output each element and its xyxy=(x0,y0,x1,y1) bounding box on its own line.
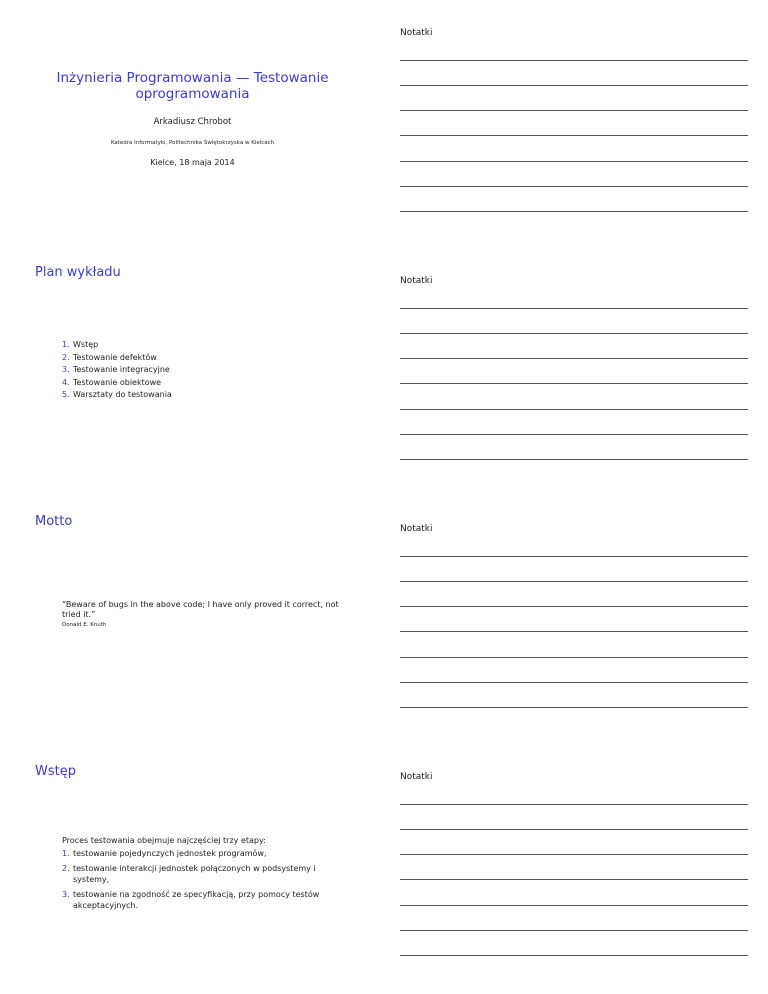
note-line xyxy=(400,631,748,632)
presentation-title: Inżynieria Programowania — Testowanie oprogramowania xyxy=(56,70,329,102)
list-item: 2. testowanie interakcji jednostek połączonych w podsystemy i systemy, xyxy=(62,863,316,884)
note-line xyxy=(400,434,748,435)
plan-list xyxy=(62,339,172,402)
list-item: 1. testowanie pojedynczych jednostek programów, xyxy=(62,849,267,858)
steps-list xyxy=(62,848,352,915)
note-line xyxy=(400,211,748,212)
list-item: 2. Testowanie defektów xyxy=(62,352,157,362)
note-line xyxy=(400,854,748,855)
list-item: 3. Testowanie integracyjne xyxy=(62,365,170,375)
note-line xyxy=(400,955,748,956)
motto-slide xyxy=(0,496,385,744)
intro-slide xyxy=(0,744,385,992)
notes-panel-1 xyxy=(400,28,750,218)
note-line xyxy=(400,581,748,582)
list-item: 5. Warsztaty do testowania xyxy=(62,390,172,400)
note-line xyxy=(400,358,748,359)
notes-heading: Notatki xyxy=(400,276,433,286)
note-line xyxy=(400,879,748,880)
presentation-date: Kielce, 18 maja 2014 xyxy=(150,158,235,167)
note-line xyxy=(400,804,748,805)
author-name: Arkadiusz Chrobot xyxy=(153,117,232,127)
note-line xyxy=(400,930,748,931)
note-line xyxy=(400,135,748,136)
list-item: 3. testowanie na zgodność ze specyfikacją, przy pomocy testów akceptacyjnych. xyxy=(62,889,320,910)
note-line xyxy=(400,905,748,906)
note-line xyxy=(400,606,748,607)
note-line xyxy=(400,60,748,61)
plan-slide xyxy=(0,248,385,496)
note-line xyxy=(400,383,748,384)
note-line xyxy=(400,682,748,683)
note-line xyxy=(400,409,748,410)
notes-panel-3 xyxy=(400,524,750,714)
motto-quote: “Beware of bugs in the above code; I have only proved it correct, not tried it.” xyxy=(62,600,339,619)
notes-heading: Notatki xyxy=(400,28,433,38)
list-item: 1. Wstęp xyxy=(62,340,99,349)
notes-heading: Notatki xyxy=(400,524,433,534)
note-line xyxy=(400,459,748,460)
note-line xyxy=(400,110,748,111)
note-line xyxy=(400,186,748,187)
notes-panel-2 xyxy=(400,276,750,466)
note-line xyxy=(400,161,748,162)
slide-title: Wstęp xyxy=(35,764,76,779)
notes-heading: Notatki xyxy=(400,772,433,782)
note-line xyxy=(400,829,748,830)
note-line xyxy=(400,85,748,86)
notes-panel-4 xyxy=(400,772,750,962)
slide-title: Plan wykładu xyxy=(35,265,121,280)
note-line xyxy=(400,333,748,334)
intro-text: Proces testowania obejmuje najczęściej trzy etapy: xyxy=(62,836,266,845)
note-line xyxy=(400,707,748,708)
note-line xyxy=(400,556,748,557)
note-line xyxy=(400,308,748,309)
slide-title: Motto xyxy=(35,514,73,529)
institution-name: Katedra Informatyki, Politechnika Świętokrzyska w Kielcach xyxy=(110,140,275,146)
note-line xyxy=(400,657,748,658)
quote-author: Donald E. Knuth xyxy=(62,622,107,628)
title-slide xyxy=(0,0,385,248)
list-item: 4. Testowanie obiektowe xyxy=(62,377,162,387)
